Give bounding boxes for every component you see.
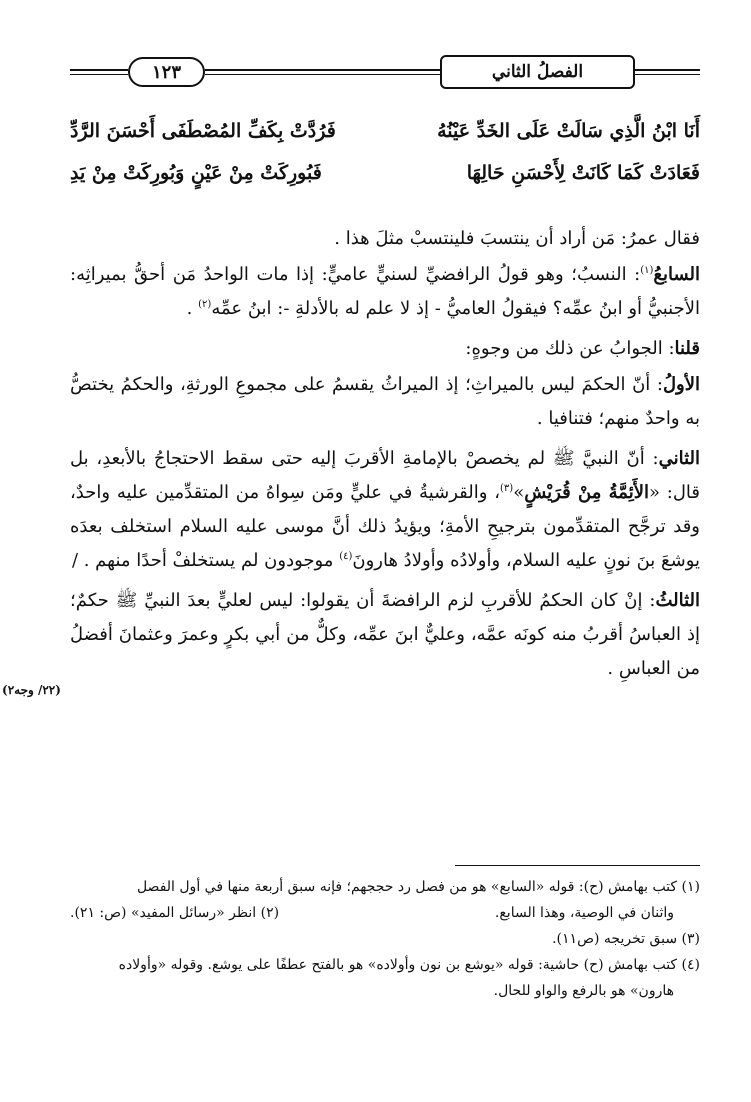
footnote-1: (١) كتب بهامش (ح): قوله «السابع» هو من فصل رد حججهم؛ فإنه سبق أربعة منها في أول الفصل: [136, 879, 700, 895]
paragraph-seventh: [70, 258, 700, 326]
footnote-separator: [455, 865, 700, 866]
header-rule-left: [70, 69, 128, 75]
footnote-4: (٤) كتب بهامش (ح) حاشية: قوله «يوشع بن نون وأولاده» هو بالفتح عطفًا على يوشع. وقوله «وأولاده: [118, 957, 700, 973]
verse-second-hemistich: فَبُورِكَتْ مِنْ عَيْنٍ وَبُورِكَتْ مِنْ يَدِ: [70, 162, 322, 184]
page-header: [70, 55, 700, 91]
paragraph-first: [70, 368, 700, 436]
footnote-ref-1: (١): [640, 265, 654, 276]
body-text: [70, 222, 700, 692]
quote-close: »: [513, 482, 525, 503]
point-label-second: الثاني: [658, 448, 700, 469]
verse-first-hemistich: فَعَادَتْ كَمَا كَانَتْ لِأَحْسَنِ حَالِهَا: [466, 162, 700, 184]
page-number: ١٢٣: [128, 57, 205, 87]
paragraph-text: : النسبُ؛ وهو قولُ الرافضيِّ لسنيٍّ عاميٍّ: إذا مات الواحدُ مَن أحقُّ بميراثِه: الأجنبيُّ أو ابنُ عمِّه؟ فيقولُ العاميُّ - إذ لا علم له بالأدلةِ -: ابنُ عمِّه: [70, 264, 700, 319]
paragraph-third: [70, 584, 700, 686]
paragraph-text: موجودون لم يستخلفْ أحدًا منهم . /: [71, 550, 334, 571]
paragraph-text: فقال عمرُ: مَن أراد أن ينتسبَ فلينتسبْ مثلَ هذا .: [334, 228, 700, 249]
point-label-qulna: قلنا: [674, 338, 700, 359]
paragraph-text: : الجوابُ عن ذلك من وجوهٍ:: [465, 338, 675, 359]
header-rule-middle: [205, 69, 440, 75]
footnotes: [70, 874, 700, 1004]
point-label-seventh: السابعُ: [653, 264, 700, 285]
paragraph-umar: [70, 222, 700, 256]
verse-second-hemistich: فَرُدَّتْ بِكَفِّ المُصْطَفَى أَحْسَنَ الرَّدِّ: [70, 120, 336, 142]
hadith-quote: الأَئِمَّةُ مِنْ قُرَيْشٍ: [524, 482, 649, 503]
point-label-third: الثالثُ: [655, 590, 700, 611]
point-label-first: الأولُ: [662, 374, 700, 395]
footnote-ref-4: (٤): [339, 551, 353, 562]
footnote-1-continuation: واثنان في الوصية، وهذا السابع.: [494, 905, 674, 921]
paragraph-text: : إنْ كان الحكمُ للأقربِ لزم الرافضةَ أن يقولوا: ليس لعليٍّ بعدَ النبيِّ ﷺ حكمٌ؛ إذ العباسُ أقربُ منه كونَه عمَّه، وعليٌّ ابنَ عمِّه، وكلٌّ من أبي بكرٍ وعمرَ وعثمانَ أفضلُ من العباسِ .: [70, 590, 700, 679]
poem-verse: [70, 152, 700, 194]
verse-first-hemistich: أَنَا ابْنُ الَّذِي سَالَتْ عَلَى الخَدِّ عَيْنُهُ: [437, 120, 700, 142]
paragraph-text: : أنّ النبيَّ ﷺ لم يخصصْ بالإمامةِ الأقربَ إليه حتى سقط الاحتجاجُ بالأبعدِ، بل قال: «: [70, 448, 700, 503]
paragraph-text: : أنّ الحكمَ ليس بالميراثِ؛ إذ الميراثُ يقسمُ على مجموعِ الورثةِ، والحكمُ يختصُّ به واحدٌ منهم؛ فتنافيا .: [70, 374, 700, 429]
paragraph-end: .: [186, 298, 193, 319]
paragraph-second: [70, 442, 700, 578]
footnote-3: (٣) سبق تخريجه (ص١١).: [552, 931, 700, 947]
footnote-row: [70, 900, 700, 926]
footnote-ref-3: (٣): [500, 483, 514, 494]
footnote-ref-2: (٢): [198, 299, 212, 310]
poem-verse: [70, 110, 700, 152]
footnote-4-continuation: هارون» هو بالرفع والواو للحال.: [493, 983, 674, 999]
manuscript-margin-note: (٢٢/ وجه٢): [2, 683, 61, 697]
header-rule-right: [635, 69, 700, 75]
footnote-2: (٢) انظر «رسائل المفيد» (ص: ٢١).: [70, 905, 280, 921]
chapter-title: الفصلُ الثاني: [440, 55, 635, 89]
poem: [70, 110, 700, 194]
paragraph-answer: [70, 332, 700, 366]
paragraph-text: ، والقرشيةُ في عليٍّ ومَن سِواهُ من المتقدِّمين عليه واحدٌ، وقد ترجَّح المتقدِّمون بترجيحِ الأمةِ؛ ويؤيدُ ذلك أنَّ موسى عليه السلام استخلف بعدَه يوشعَ بنَ نونٍ عليه السلام، وأولادُه وأولادُ هارونَ: [70, 482, 700, 571]
